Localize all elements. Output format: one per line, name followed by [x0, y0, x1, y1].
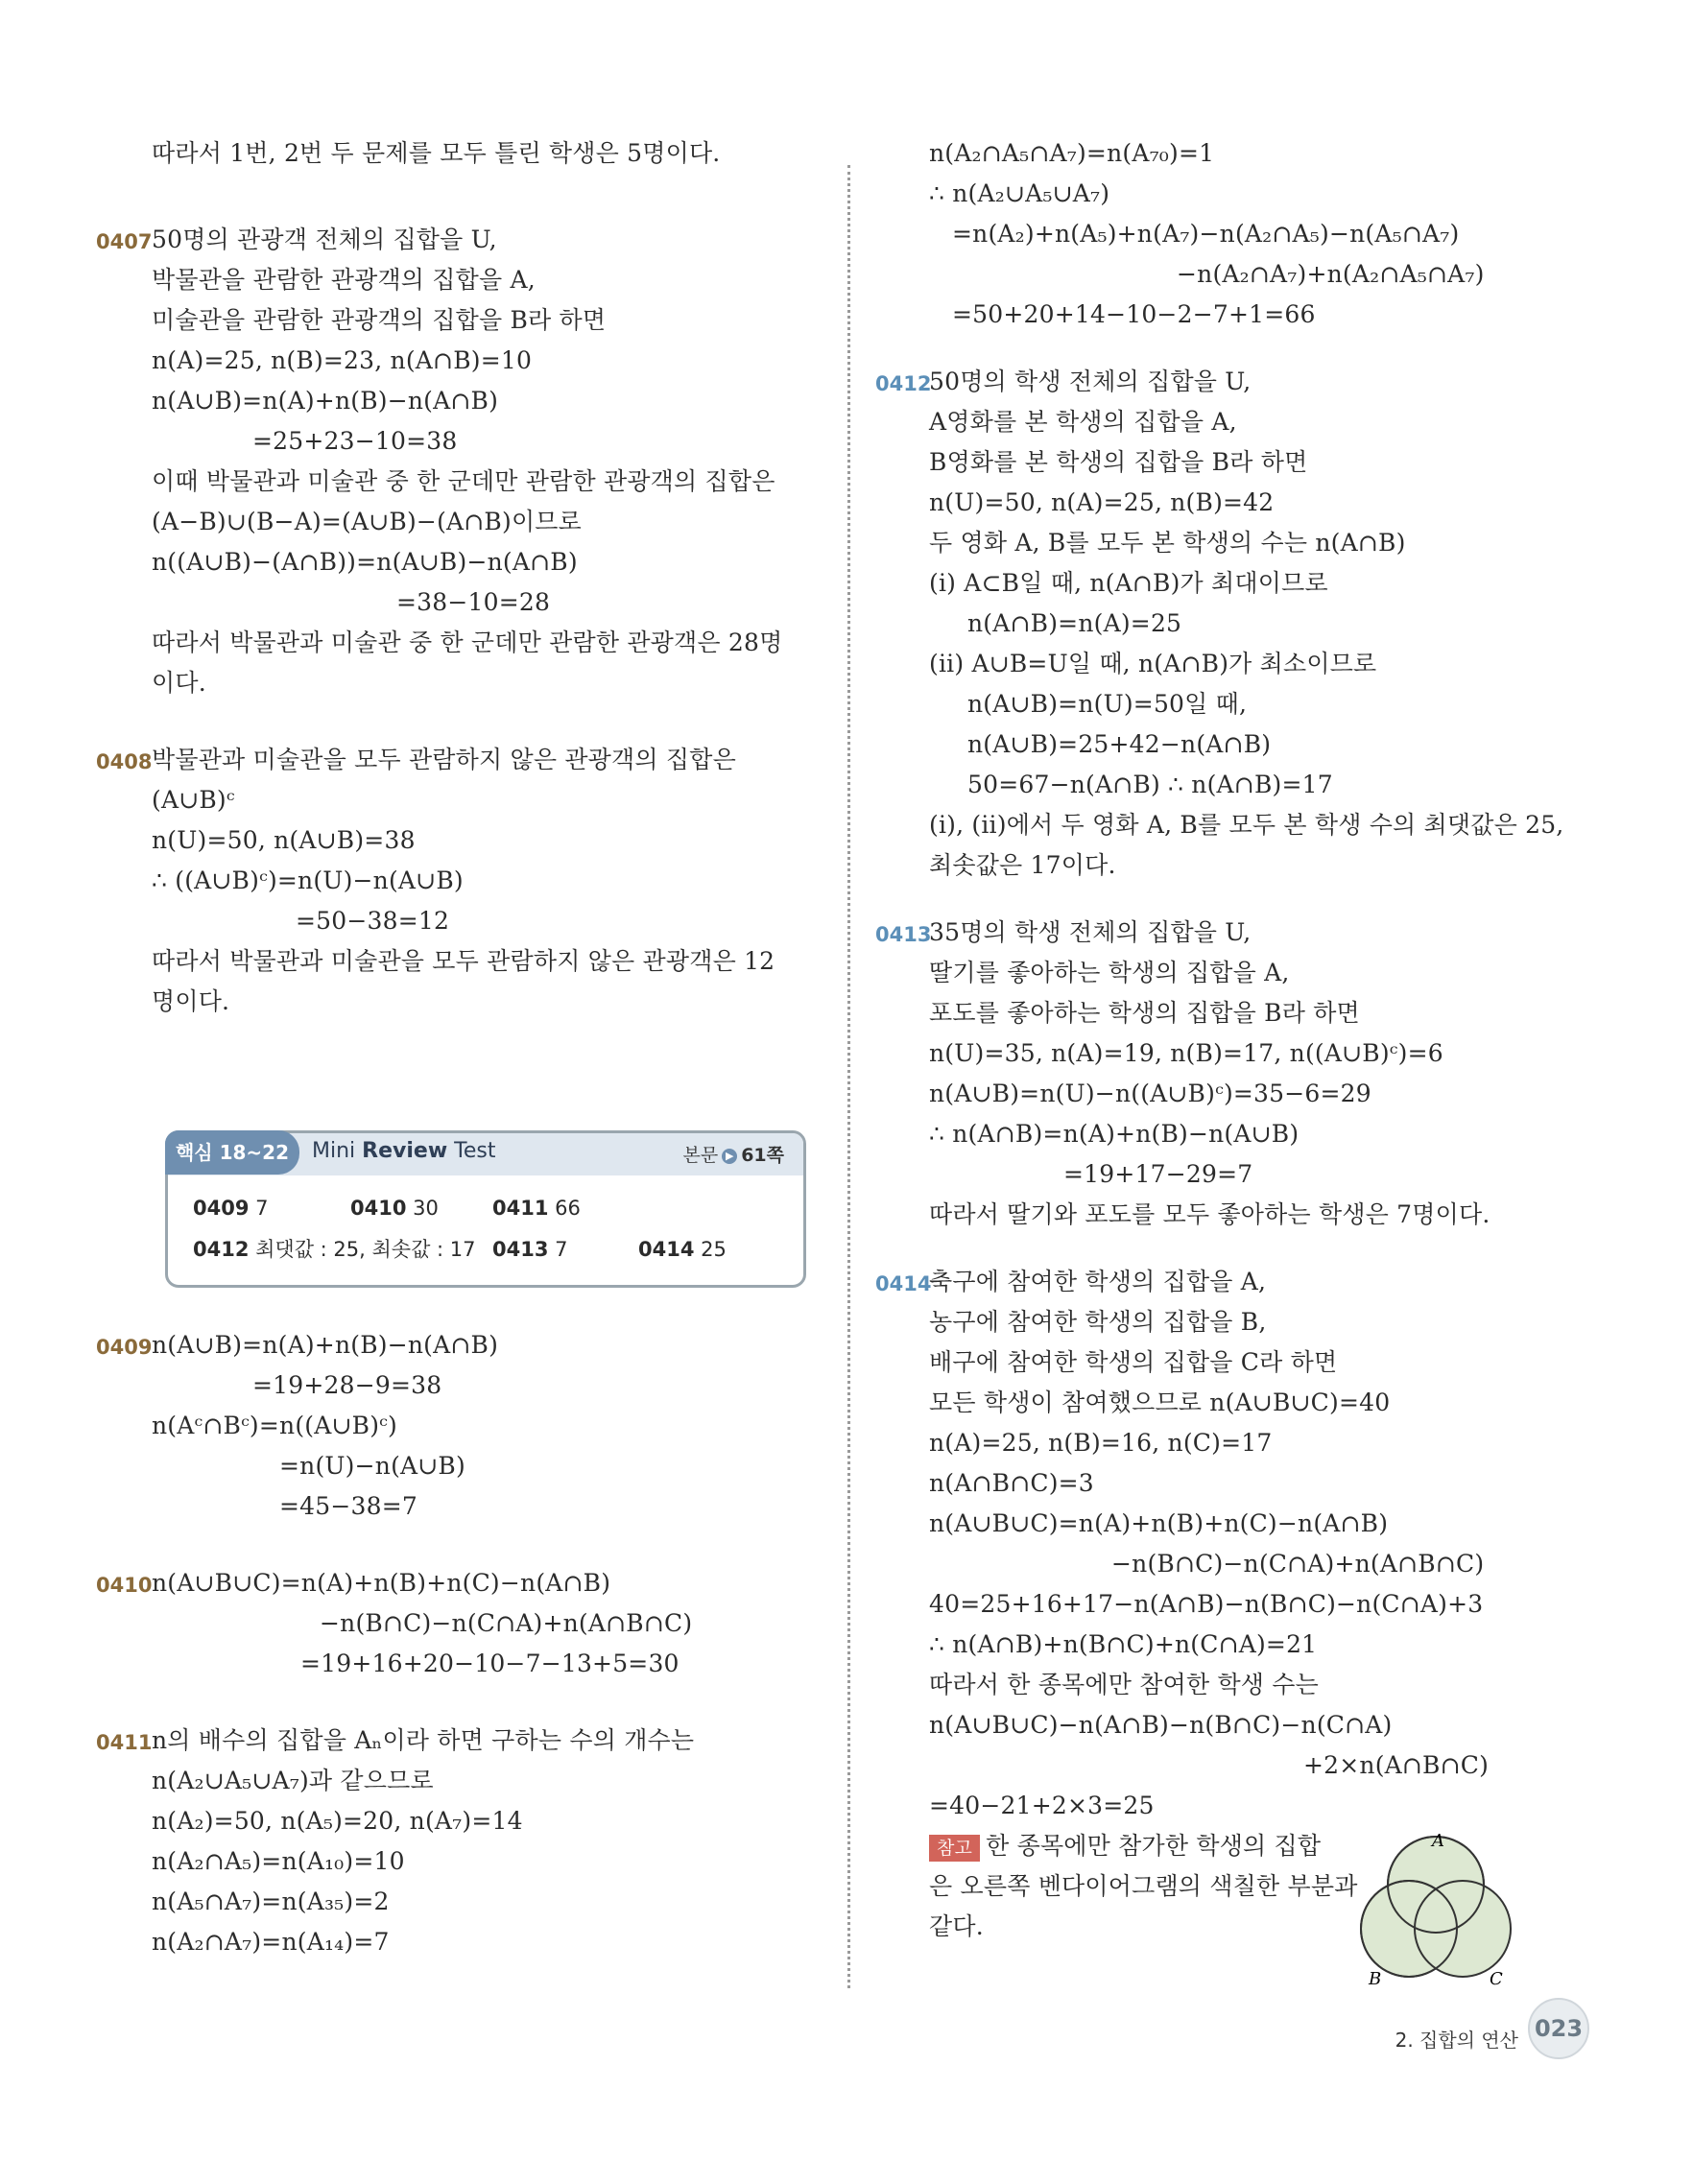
solution-line [929, 1588, 1483, 1621]
solution-text: 따라서 박물관과 미술관을 모두 관람하지 않은 관광객은 12 [152, 947, 775, 975]
solution-text: =50−38=12 [296, 907, 450, 935]
solution-text: n(Aᶜ∩Bᶜ)=n((A∪B)ᶜ) [152, 1412, 397, 1439]
problem-number: 0414 [875, 1272, 932, 1295]
solution-line [1303, 1749, 1489, 1782]
venn-label-a: A [1432, 1831, 1444, 1851]
solution-text: ∴ n(A∩B)+n(B∩C)+n(C∩A)=21 [929, 1630, 1318, 1658]
solution-text: 배구에 참여한 학생의 집합을 C라 하면 [929, 1348, 1338, 1376]
solution-text: 이때 박물관과 미술관 중 한 군데만 관람한 관광객의 집합은 [152, 467, 775, 495]
review-answer: 0409 7 [193, 1197, 269, 1220]
solution-line [152, 1567, 610, 1600]
solution-text: 딸기를 좋아하는 학생의 집합을 A, [929, 959, 1290, 986]
solution-line [152, 506, 582, 538]
solution-line [929, 648, 1376, 680]
solution-text: n(A∪B)=n(A)+n(B)−n(A∩B) [152, 387, 499, 415]
solution-text: n(U)=35, n(A)=19, n(B)=17, n((A∪B)ᶜ)=6 [929, 1039, 1443, 1067]
solution-text: n(A₂∪A₅∪A₇)과 같으므로 [152, 1767, 434, 1794]
solution-line [929, 1078, 1371, 1110]
problem-number: 0409 [96, 1336, 153, 1359]
solution-text: (A∪B)ᶜ [152, 786, 235, 814]
solution-text: n(A)=25, n(B)=23, n(A∩B)=10 [152, 346, 533, 374]
review-answer: 0412 최댓값 : 25, 최솟값 : 17 [193, 1238, 476, 1261]
solution-text: 따라서 1번, 2번 두 문제를 모두 틀린 학생은 5명이다. [152, 139, 721, 167]
column-divider [847, 165, 850, 1988]
solution-text: n(A∪B)=n(U)−n((A∪B)ᶜ)=35−6=29 [929, 1080, 1371, 1107]
solution-text: n(U)=50, n(A)=25, n(B)=42 [929, 488, 1275, 516]
solution-text: (ii) A∪B=U일 때, n(A∩B)가 최소이므로 [929, 650, 1377, 677]
solution-text: 따라서 딸기와 포도를 모두 좋아하는 학생은 7명이다. [929, 1200, 1490, 1228]
problem-number: 0407 [96, 230, 153, 253]
problem-number: 0413 [875, 923, 932, 946]
solution-text: n(A₂∩A₅)=n(A₁₀)=10 [152, 1847, 405, 1875]
solution-line [152, 546, 578, 579]
solution-line [1111, 1548, 1484, 1580]
solution-line [296, 905, 449, 938]
solution-text: 축구에 참여한 학생의 집합을 A, [929, 1268, 1267, 1295]
problem-number: 0410 [96, 1574, 153, 1597]
solution-text: ∴ n(A∩B)=n(A)+n(B)−n(A∪B) [929, 1120, 1300, 1148]
solution-text: n(A₅∩A₇)=n(A₃₅)=2 [152, 1887, 390, 1915]
solution-line [152, 224, 497, 256]
solution-text: A영화를 본 학생의 집합을 A, [929, 408, 1237, 436]
note-badge: 참고 [929, 1835, 980, 1862]
ref-label: 본문 [682, 1145, 719, 1166]
solution-text: B영화를 본 학생의 집합을 B라 하면 [929, 448, 1308, 476]
solution-line [929, 1306, 1267, 1339]
solution-line [929, 1118, 1299, 1151]
solution-line [279, 1450, 465, 1483]
solution-text: (A−B)∪(B−A)=(A∪B)−(A∩B)이므로 [152, 508, 583, 535]
solution-line [279, 1490, 417, 1523]
solution-text: 미술관을 관람한 관광객의 집합을 B라 하면 [152, 306, 607, 334]
solution-text: n(U)=50, n(A∪B)=38 [152, 826, 416, 854]
solution-line [152, 744, 736, 776]
solution-line [929, 1346, 1337, 1379]
solution-line [320, 1607, 692, 1640]
solution-line [152, 1805, 523, 1838]
solution-line [929, 178, 1109, 210]
solution-line [929, 916, 1251, 949]
solution-text: n(A∪B)=n(A)+n(B)−n(A∩B) [152, 1331, 499, 1359]
solution-text: −n(B∩C)−n(C∩A)+n(A∩B∩C) [1111, 1550, 1485, 1578]
solution-text: 40=25+16+17−n(A∩B)−n(B∩C)−n(C∩A)+3 [929, 1590, 1484, 1618]
solution-line [1177, 258, 1485, 291]
solution-line [152, 985, 229, 1018]
solution-text: n(A∪B∪C)=n(A)+n(B)+n(C)−n(A∩B) [929, 1509, 1389, 1537]
solution-line [967, 728, 1271, 761]
solution-text: 두 영화 A, B를 모두 본 학생의 수는 n(A∩B) [929, 529, 1406, 557]
solution-line [929, 1427, 1272, 1460]
arrow-circle-icon: ▶ [722, 1149, 737, 1164]
solution-line [929, 1870, 1358, 1903]
solution-line [252, 1369, 441, 1402]
problem-number: 0411 [96, 1731, 153, 1754]
solution-text: 박물관을 관람한 관광객의 집합을 A, [152, 266, 536, 294]
venn-circle-c [1415, 1881, 1511, 1977]
solution-line [152, 304, 606, 337]
solution-text: n(A∪B)=n(U)=50일 때, [967, 690, 1248, 718]
solution-line [929, 1387, 1390, 1419]
solution-text: =19+16+20−10−7−13+5=30 [300, 1650, 680, 1677]
solution-text: ∴ ((A∪B)ᶜ)=n(U)−n(A∪B) [152, 866, 464, 894]
solution-line [152, 1845, 405, 1878]
solution-line [1063, 1158, 1252, 1191]
solution-line [152, 264, 536, 297]
problem-number: 0412 [875, 372, 932, 395]
solution-text: =n(A₂)+n(A₅)+n(A₇)−n(A₂∩A₅)−n(A₅∩A₇) [952, 220, 1460, 248]
solution-line [929, 446, 1307, 479]
review-answer: 0410 30 [350, 1197, 439, 1220]
review-answer: 0414 25 [638, 1238, 727, 1261]
solution-text: 같다. [929, 1912, 984, 1940]
solution-line [152, 784, 235, 817]
solution-line [929, 997, 1360, 1030]
solution-text: =38−10=28 [396, 588, 551, 616]
solution-text: n(A₂)=50, n(A₅)=20, n(A₇)=14 [152, 1807, 523, 1835]
solution-line [152, 627, 782, 659]
venn-label-b: B [1369, 1969, 1382, 1989]
section-title: 2. 집합의 연산 [1395, 2029, 1518, 2052]
solution-line [952, 298, 1316, 331]
solution-text: n(A)=25, n(B)=16, n(C)=17 [929, 1429, 1273, 1457]
solution-line [929, 1037, 1443, 1070]
page-number: 023 [1528, 1998, 1589, 2059]
solution-line [152, 945, 775, 978]
solution-line [152, 385, 498, 417]
solution-line [967, 607, 1181, 640]
solution-text: =25+23−10=38 [252, 427, 458, 455]
solution-line [152, 1410, 397, 1442]
solution-text: 모든 학생이 참여했으므로 n(A∪B∪C)=40 [929, 1389, 1391, 1416]
solution-text: n(A∪B)=25+42−n(A∩B) [967, 730, 1272, 758]
mini-review-title-post: Test [447, 1139, 496, 1163]
solution-text: ∴ n(A₂∪A₅∪A₇) [929, 179, 1110, 207]
solution-line [152, 1329, 498, 1362]
solution-line [152, 865, 464, 897]
mini-review-tag: 핵심 18~22 [165, 1130, 299, 1175]
solution-text: (i) A⊂B일 때, n(A∩B)가 최대이므로 [929, 569, 1328, 597]
solution-line [929, 849, 1116, 882]
solution-line [929, 1467, 1094, 1500]
solution-line [152, 667, 206, 700]
solution-line [929, 1266, 1266, 1298]
solution-text: 50명의 학생 전체의 집합을 U, [929, 368, 1252, 395]
solution-line [929, 406, 1237, 439]
solution-line [929, 137, 1214, 170]
solution-text: 50명의 관광객 전체의 집합을 U, [152, 226, 497, 253]
solution-line [152, 1926, 390, 1958]
solution-text: =n(U)−n(A∪B) [279, 1452, 465, 1480]
solution-text: =40−21+2×3=25 [929, 1792, 1155, 1819]
solution-text: =45−38=7 [279, 1492, 417, 1520]
solution-line [929, 1709, 1392, 1742]
solution-line [929, 567, 1328, 600]
solution-text: +2×n(A∩B∩C) [1303, 1751, 1490, 1779]
solution-line [396, 586, 550, 619]
solution-text: n((A∪B)−(A∩B))=n(A∪B)−n(A∩B) [152, 548, 578, 576]
solution-line [929, 1790, 1155, 1822]
solution-line [929, 957, 1290, 989]
mini-review-page-ref [682, 1141, 784, 1167]
mini-review-box [165, 1130, 806, 1288]
solution-text: −n(A₂∩A₇)+n(A₂∩A₅∩A₇) [1177, 260, 1485, 288]
solution-text: 최솟값은 17이다. [929, 851, 1116, 879]
solution-text: n(A∩B∩C)=3 [929, 1469, 1094, 1497]
solution-line [952, 218, 1459, 250]
solution-line [300, 1648, 680, 1680]
solution-text: 명이다. [152, 987, 230, 1015]
solution-text: 이다. [152, 669, 206, 697]
solution-line [929, 1830, 1321, 1863]
solution-line [152, 1886, 390, 1918]
solution-text: n의 배수의 집합을 Aₙ이라 하면 구하는 수의 개수는 [152, 1726, 695, 1754]
mini-review-title-bold: Review [362, 1139, 448, 1163]
solution-line [152, 1765, 434, 1797]
solution-line [152, 465, 775, 498]
solution-text: 박물관과 미술관을 모두 관람하지 않은 관광객의 집합은 [152, 746, 736, 773]
solution-text: 50=67−n(A∩B) ∴ n(A∩B)=17 [967, 771, 1333, 798]
solution-text: =19+28−9=38 [252, 1371, 442, 1399]
solution-text: −n(B∩C)−n(C∩A)+n(A∩B∩C) [320, 1609, 693, 1637]
solution-line [929, 1911, 984, 1943]
solution-text: n(A∪B∪C)=n(A)+n(B)+n(C)−n(A∩B) [152, 1569, 611, 1597]
solution-line [967, 769, 1333, 801]
review-answer: 0411 66 [492, 1197, 581, 1220]
review-answer: 0413 7 [492, 1238, 568, 1261]
solution-line [929, 1628, 1317, 1661]
solution-line [929, 1669, 1319, 1701]
mini-review-title-pre: Mini [312, 1139, 363, 1163]
solution-line [929, 527, 1406, 559]
solution-text: =50+20+14−10−2−7+1=66 [952, 300, 1316, 328]
problem-number: 0408 [96, 750, 153, 773]
solution-line [929, 366, 1251, 398]
solution-line [152, 1724, 694, 1757]
solution-text: (i), (ii)에서 두 영화 A, B를 모두 본 학생 수의 최댓값은 25, [929, 811, 1564, 839]
solution-line [152, 344, 532, 377]
solution-text: 35명의 학생 전체의 집합을 U, [929, 918, 1252, 946]
solution-line [967, 688, 1247, 721]
ref-page: 61쪽 [741, 1145, 784, 1166]
venn-diagram [1351, 1825, 1524, 1998]
solution-text: 농구에 참여한 학생의 집합을 B, [929, 1308, 1267, 1336]
solution-text: =19+17−29=7 [1063, 1160, 1253, 1188]
solution-line [929, 487, 1274, 519]
solution-line [929, 1199, 1490, 1231]
solution-text: n(A₂∩A₇)=n(A₁₄)=7 [152, 1928, 390, 1956]
solution-line [929, 1507, 1388, 1540]
solution-line [152, 137, 720, 170]
solution-text: n(A∩B)=n(A)=25 [967, 609, 1182, 637]
solution-line [152, 824, 416, 857]
solution-text: 한 종목에만 참가한 학생의 집합 [986, 1832, 1322, 1860]
mini-review-title [312, 1139, 495, 1163]
solution-text: 따라서 박물관과 미술관 중 한 군데만 관람한 관광객은 28명 [152, 629, 783, 656]
solution-text: 포도를 좋아하는 학생의 집합을 B라 하면 [929, 999, 1360, 1027]
solution-line [929, 809, 1563, 842]
solution-text: n(A₂∩A₅∩A₇)=n(A₇₀)=1 [929, 139, 1215, 167]
solution-text: 따라서 한 종목에만 참여한 학생 수는 [929, 1671, 1319, 1698]
venn-label-c: C [1490, 1969, 1503, 1989]
solution-text: 은 오른쪽 벤다이어그램의 색칠한 부분과 [929, 1872, 1358, 1900]
solution-text: n(A∪B∪C)−n(A∩B)−n(B∩C)−n(C∩A) [929, 1711, 1393, 1739]
solution-line [252, 425, 457, 458]
